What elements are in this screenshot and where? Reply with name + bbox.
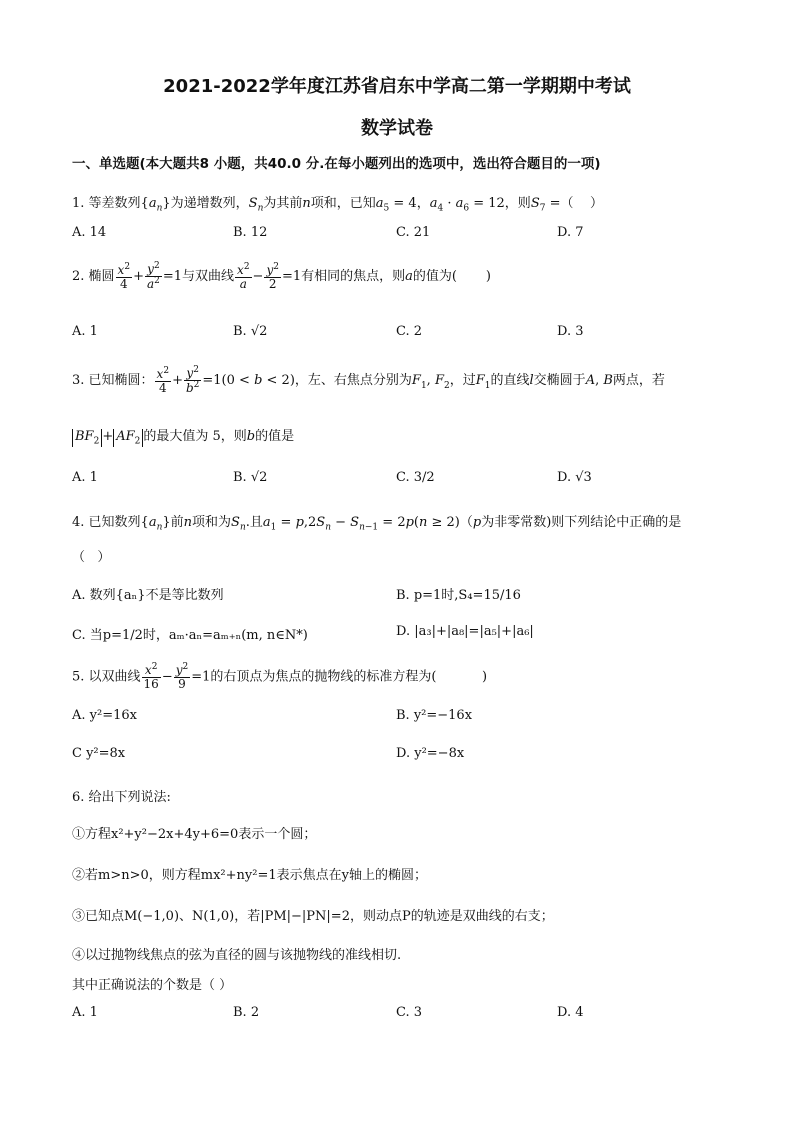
- question-3-option-a: A. 1: [72, 470, 98, 485]
- section-heading: 一、单选题(本大题共8 小题，共40.0 分.在每小题列出的选项中，选出符合题目的一项): [72, 156, 601, 172]
- question-3-number: 3.: [72, 373, 85, 389]
- question-6-option-a: A. 1: [72, 1005, 98, 1020]
- question-4-option-a: A. 数列{aₙ}不是等比数列: [72, 588, 224, 603]
- question-4-option-d: D. |a₃|+|a₈|=|a₅|+|a₆|: [396, 624, 534, 639]
- question-5-option-b: B. y²=−16x: [396, 708, 473, 723]
- question-2-option-a: A. 1: [72, 324, 98, 339]
- question-3-option-b: B. √2: [233, 470, 268, 485]
- question-5-number: 5.: [72, 669, 85, 685]
- question-3-stem-line1: 3. 已知椭圆： $\frac{x^2}{4}$ + $\frac{y^2}{b^2}$ =1(0 < b < 2)，左、右焦点分别为$F_1$, $F_2$，过$F_1$的直线l交椭圆于A, B两点，若: [72, 365, 665, 396]
- question-1-number: 1.: [72, 196, 85, 211]
- question-5-option-a: A. y²=16x: [72, 708, 137, 723]
- question-3-stem-line2: $BF_2 + AF_2$ 的最大值为 5，则b的值是: [72, 425, 294, 447]
- question-1-option-a: A. 14: [72, 225, 107, 240]
- question-3-option-d: D. √3: [557, 470, 592, 485]
- question-6-number: 6.: [72, 790, 85, 805]
- question-6-tail: 其中正确说法的个数是（ ）: [72, 978, 233, 993]
- question-2-number: 2.: [72, 269, 85, 285]
- question-4-blank: （ ）: [72, 550, 111, 565]
- question-4-option-c: C. 当p=1/2时，aₘ·aₙ=aₘ₊ₙ(m, n∈N*): [72, 628, 308, 643]
- question-6-stem-text: 给出下列说法:: [88, 790, 171, 805]
- question-6-statement-4: ④以过抛物线焦点的弦为直径的圆与该抛物线的准线相切.: [72, 948, 402, 963]
- question-4-stem: 4. 已知数列$\{a_n\}$前n项和为$S_n$.且$a_1 = p,2S_n - S_{n-1} = 2p(n \ge 2)(p$为非零常数)则下列结论中正确的是: [72, 515, 682, 533]
- question-2-option-d: D. 3: [557, 324, 584, 339]
- question-1-option-d: D. 7: [557, 225, 584, 240]
- question-2-option-b: B. √2: [233, 324, 268, 339]
- question-6-statement-2: ②若m>n>0，则方程mx²+ny²=1表示焦点在y轴上的椭圆；: [72, 868, 427, 883]
- question-3-option-c: C. 3/2: [396, 470, 435, 485]
- question-5-stem: 5. 以双曲线 $\frac{x^2}{16}$ − $\frac{y^2}{9}$ =1的右顶点为焦点的抛物线的标准方程为( ): [72, 662, 488, 692]
- question-4-option-b: B. p=1时,S₄=15/16: [396, 588, 521, 603]
- question-1-option-b: B. 12: [233, 225, 268, 240]
- question-6-option-b: B. 2: [233, 1005, 260, 1020]
- question-1-stem: 1. 等差数列$\{a_n\}$为递增数列，$S_n$为其前n项和，已知$a_5 = 4$，$a_4 \cdot a_6 = 12$，则$S_7$ =（ ）: [72, 196, 604, 214]
- question-6-statement-1: ①方程x²+y²−2x+4y+6=0表示一个圆；: [72, 827, 317, 842]
- question-2-stem: 2. 椭圆 $\frac{x^2}{4}$ + $\frac{y^2}{a^2}$ =1与双曲线 $\frac{x^2}{a}$ − $\frac{y^2}{2}$ =1有相同的焦点，则a的值为( ): [72, 261, 491, 292]
- question-6-stem: [72, 786, 171, 805]
- question-2-option-c: C. 2: [396, 324, 423, 339]
- question-1-option-c: C. 21: [396, 225, 431, 240]
- page-subtitle: 数学试卷: [361, 118, 433, 139]
- question-6-option-d: D. 4: [557, 1005, 584, 1020]
- question-5-option-c: C y²=8x: [72, 746, 126, 761]
- question-4-number: 4.: [72, 515, 85, 530]
- question-6-statement-3: ③已知点M(−1,0)、N(1,0)，若|PM|−|PN|=2，则动点P的轨迹是双曲线的右支；: [72, 909, 554, 924]
- question-5-option-d: D. y²=−8x: [396, 746, 465, 761]
- page-title: 2021-2022学年度江苏省启东中学高二第一学期期中考试: [163, 76, 631, 97]
- question-6-option-c: C. 3: [396, 1005, 423, 1020]
